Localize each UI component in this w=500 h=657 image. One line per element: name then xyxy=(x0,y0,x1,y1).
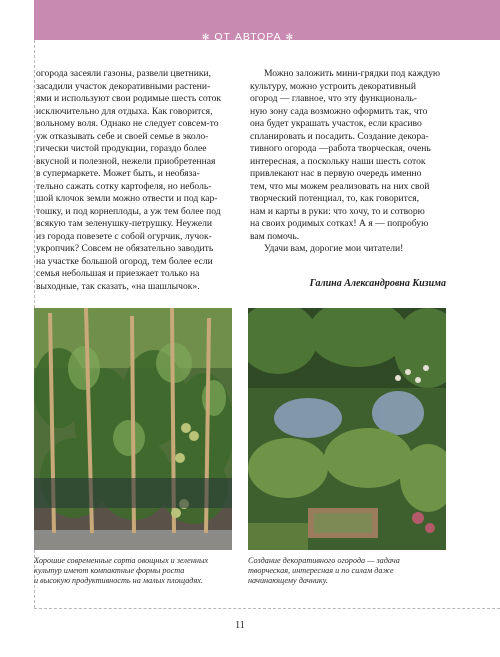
text-line: интересная, а поскольку наши шесть соток xyxy=(250,155,426,167)
caption-line: Хорошие современные сорта овощных и зеленных xyxy=(34,556,209,565)
tomato-plants-illustration xyxy=(34,308,232,550)
ornament-icon: ✻ xyxy=(201,31,211,42)
caption-line: культур имеют компактные формы роста xyxy=(34,566,185,575)
text-line: шой клочок земли можно отвести и под кар- xyxy=(36,193,218,204)
caption-line: творческая, интересная и по силам даже xyxy=(248,566,394,575)
text-line: тошку, и под корнеплоды, а уж тем более под xyxy=(36,205,221,217)
text-line: тивного огорода —работа творческая, очень xyxy=(250,143,431,154)
text-line: привлекают нас в первую очередь именно xyxy=(250,168,422,179)
text-line: вкусной и полезной, нежели приобретенная xyxy=(36,155,216,167)
text-line: она будет украшать участок, если красиво xyxy=(250,118,422,129)
caption-right xyxy=(248,556,448,586)
photo-tomato-plants xyxy=(34,308,232,550)
text-line: нам и карты в руки: что хочу, то и сотворю xyxy=(250,205,425,217)
text-line: исключительно для отдыха. Как говорится, xyxy=(36,105,213,117)
text-line: спланировать и посадить. Создание декора- xyxy=(250,130,429,142)
text-line: всякую там зеленушку-петрушку. Неужели xyxy=(36,218,213,229)
text-line: огород — главное, что эту функциональ- xyxy=(250,93,417,104)
text-line: культуру, можно устроить декоративный xyxy=(250,80,416,92)
text-line: семья небольшая и приезжает только на xyxy=(36,268,200,279)
ornament-icon: ✻ xyxy=(285,31,295,42)
caption-line: и высокую продуктивность на малых площадях. xyxy=(34,576,203,585)
section-title xyxy=(196,28,300,46)
text-line: в супермаркете. Может быть, и необяза- xyxy=(36,168,200,179)
left-paragraph xyxy=(36,68,232,293)
text-line: на участке большой огород, тем более если xyxy=(36,255,213,267)
caption-left xyxy=(34,556,234,586)
right-paragraph xyxy=(250,68,446,243)
closing-paragraph xyxy=(250,243,446,256)
author-signature: Галина Александровна Кизима xyxy=(309,278,446,289)
text-line: выходные, так сказать, «на шашлычок». xyxy=(36,280,200,292)
text-line: тельно сажать сотку картофеля, но неболь- xyxy=(36,180,212,192)
text-line: засадили участок декоративными растени- xyxy=(36,80,211,92)
decorative-garden-illustration xyxy=(248,308,446,550)
caption-line: начинающему дачнику. xyxy=(248,576,328,585)
left-text-column xyxy=(36,68,232,293)
text-line: творческий потенциал, то, как говорится, xyxy=(250,193,420,204)
text-line: Можно заложить мини-грядки под каждую xyxy=(264,68,441,79)
text-line: огорода засеяли газоны, развели цветники, xyxy=(36,68,212,79)
text-line: укропчик? Совсем не обязательно заводить xyxy=(36,243,214,254)
text-line: ями и используют свои родимые шесть соток xyxy=(36,93,222,104)
text-line: Удачи вам, дорогие мои читатели! xyxy=(264,243,404,254)
caption-line: Создание декоративного огорода — задача xyxy=(248,556,400,565)
photo-decorative-garden xyxy=(248,308,446,550)
text-line: вольному воля. Однако не следует совсем-то xyxy=(36,118,219,129)
page-number: 11 xyxy=(235,620,245,631)
page-frame-bottom xyxy=(34,608,500,609)
text-line: на своих родимых сотках! А я — попробую xyxy=(250,218,429,229)
text-line: из города повезете с собой огурчик, лучок- xyxy=(36,230,212,242)
text-line: гически чистой продукции, гораздо более xyxy=(36,143,207,154)
section-title-text: ОТ АВТОРА xyxy=(214,31,282,43)
text-line: вам помочь. xyxy=(250,230,300,242)
text-line: уж отказывать себе и своей семье в эколо- xyxy=(36,130,209,142)
text-line: ную зону сада возможно оформить так, что xyxy=(250,105,428,117)
right-text-column xyxy=(250,68,446,256)
text-line: тем, что мы можем реализовать на них свой xyxy=(250,180,430,192)
